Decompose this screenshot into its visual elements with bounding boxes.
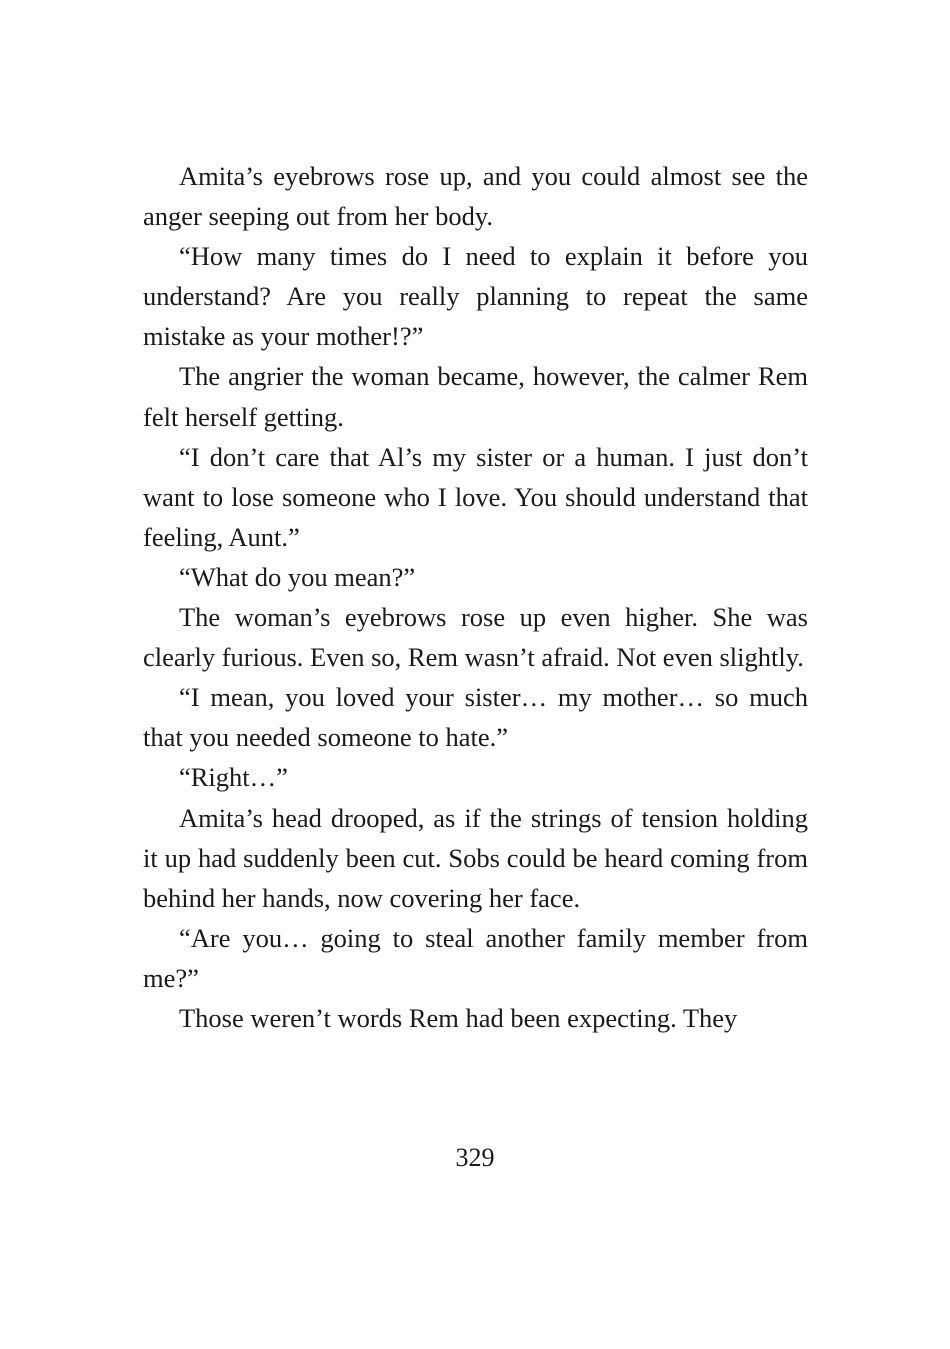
paragraph-9: Amita’s head drooped, as if the strings of tension holding it up had suddenly been cut. Sobs could be heard coming from behind her hands, now covering her face. [143, 802, 808, 913]
paragraph-11: Those weren’t words Rem had been expecting. They [179, 1002, 738, 1033]
paragraph-6: The woman’s eyebrows rose up even higher. She was clearly furious. Even so, Rem wasn’t afraid. Not even slightly. [143, 602, 808, 673]
paragraph-2: “How many times do I need to explain it before you understand? Are you really planning to repeat the same mistake as your mother!?” [143, 241, 808, 352]
paragraph-1: Amita’s eyebrows rose up, and you could almost see the anger seeping out from her body. [143, 161, 808, 232]
page-number: 329 [455, 1143, 495, 1172]
paragraph-8: “Right…” [179, 762, 288, 793]
paragraph-4: “I don’t care that Al’s my sister or a human. I just don’t want to lose someone who I love. You should understand that feeling, Aunt.” [143, 441, 808, 552]
paragraph-7: “I mean, you loved your sister… my mother… so much that you needed someone to hate.” [143, 682, 808, 753]
paragraph-3: The angrier the woman became, however, the calmer Rem felt herself getting. [143, 361, 808, 432]
paragraph-10: “Are you… going to steal another family member from me?” [143, 922, 808, 993]
body-text [143, 156, 808, 1038]
paragraph-5: “What do you mean?” [179, 561, 416, 592]
